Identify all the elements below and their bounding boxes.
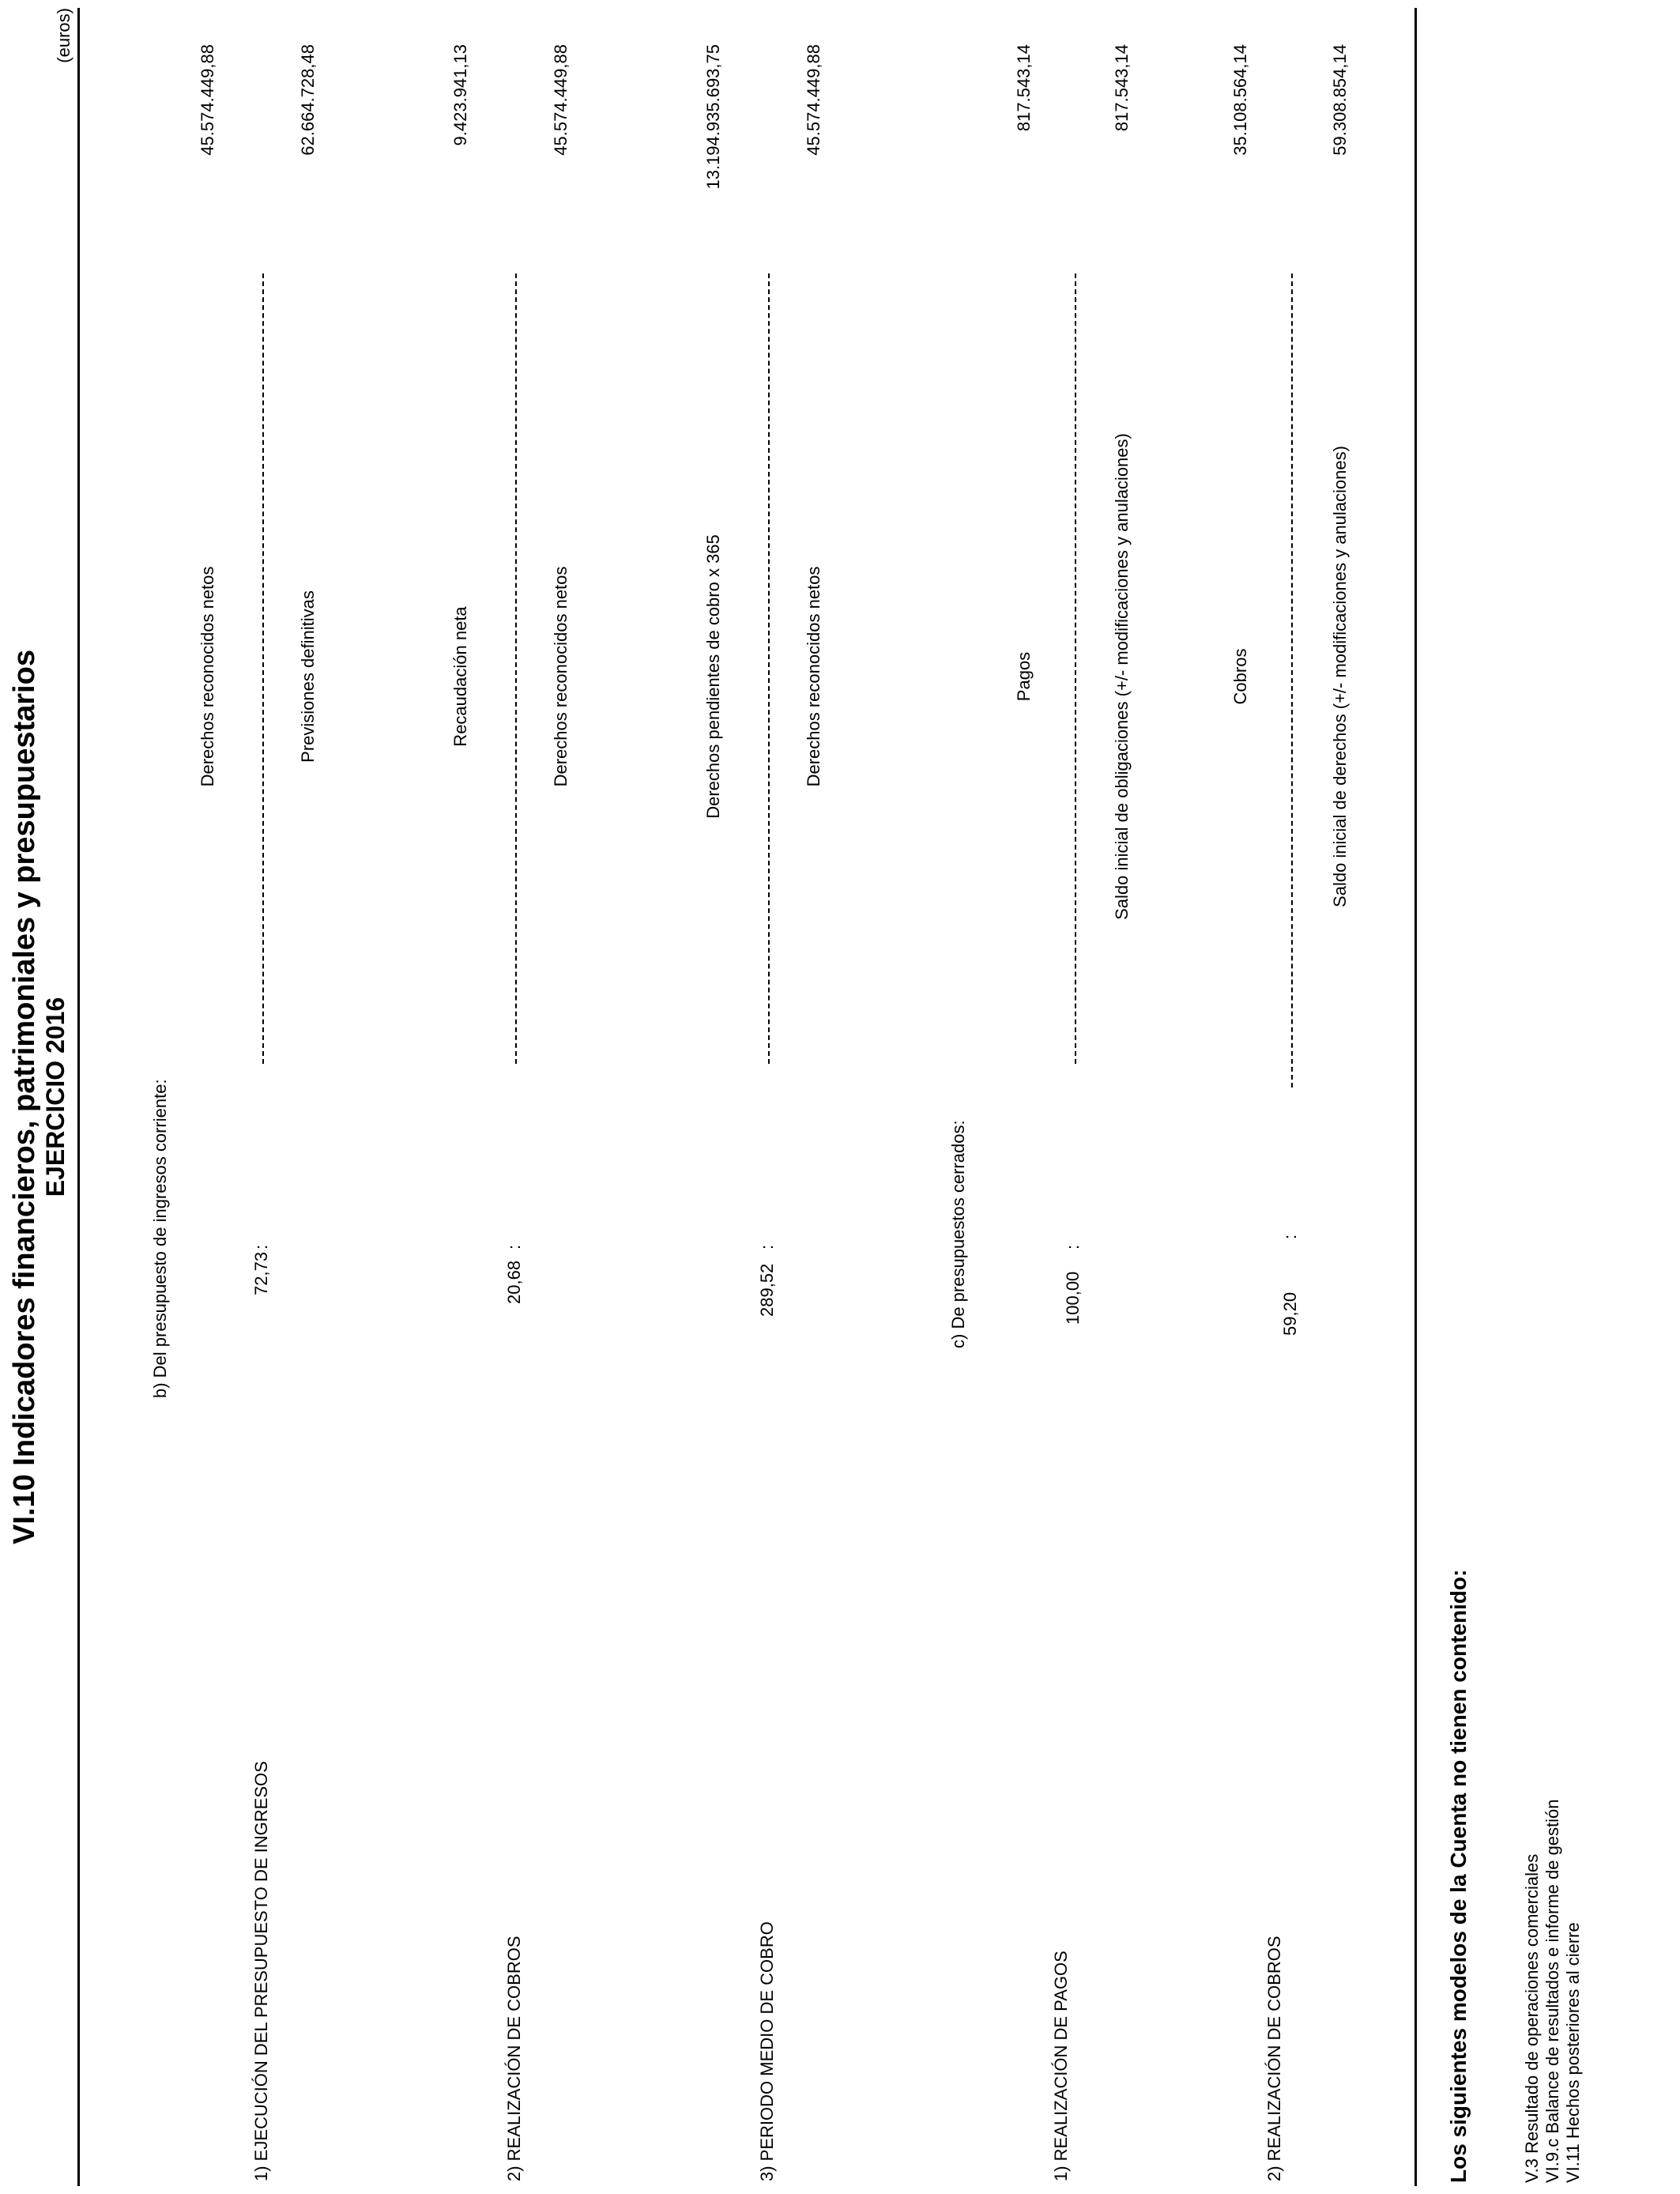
indicator-label: 3) PERIODO MEDIO DE COBRO (757, 1921, 777, 2181)
fraction-line (1291, 273, 1293, 1088)
ratio-colon: : (1280, 1234, 1300, 1239)
ratio-colon: : (504, 1244, 524, 1250)
section-c-heading: c) De presupuestos cerrados: (948, 1120, 968, 1348)
numerator-label: Derechos reconocidos netos (198, 566, 217, 787)
top-rule (77, 8, 80, 2186)
denominator-value: 817.543,14 (1112, 44, 1132, 132)
denominator-value: 45.574.449,88 (804, 44, 823, 156)
indicator-ratio: 100,00 (1063, 1271, 1083, 1325)
unit-label: (euros) (54, 8, 73, 63)
ratio-colon: : (757, 1244, 777, 1250)
fraction-line (262, 273, 264, 1064)
denominator-value: 45.574.449,88 (551, 44, 571, 156)
numerator-value: 9.423.941,13 (450, 44, 470, 146)
section-b-heading: b) Del presupuesto de ingresos corriente: (150, 1079, 170, 1398)
page-title: VI.10 Indicadores financieros, patrimoniales y presupuestarios (8, 650, 41, 1544)
indicator-ratio: 289,52 (757, 1263, 777, 1317)
ratio-colon: : (1063, 1244, 1083, 1250)
denominator-label: Saldo inicial de obligaciones (+/- modificaciones y anulaciones) (1112, 433, 1132, 920)
indicator-label: 2) REALIZACIÓN DE COBROS (504, 1936, 524, 2181)
footer-line: VI.9.c Balance de resultados e informe de gestión (1543, 1799, 1562, 2183)
indicator-label: 2) REALIZACIÓN DE COBROS (1264, 1936, 1284, 2181)
numerator-value: 817.543,14 (1014, 44, 1034, 132)
fraction-line (515, 273, 517, 1064)
indicator-label: 1) EJECUCIÓN DEL PRESUPUESTO DE INGRESOS (251, 1761, 271, 2181)
fraction-line (1075, 273, 1076, 1064)
numerator-label: Cobros (1230, 648, 1250, 705)
footer-line: V.3 Resultado de operaciones comerciales (1522, 1853, 1542, 2183)
numerator-value: 13.194.935.693,75 (703, 44, 723, 190)
denominator-label: Derechos reconocidos netos (551, 566, 571, 787)
denominator-value: 59.308.854,14 (1330, 44, 1350, 156)
page-subtitle: EJERCICIO 2016 (41, 997, 70, 1197)
indicator-ratio: 72,73 (251, 1251, 271, 1295)
numerator-label: Recaudación neta (450, 606, 470, 747)
numerator-value: 45.574.449,88 (198, 44, 217, 156)
fraction-line (768, 273, 770, 1064)
numerator-value: 35.108.564,14 (1230, 44, 1250, 156)
footer-heading: Los siguientes modelos de la Cuenta no tienen contenido: (1446, 1569, 1471, 2183)
indicator-label: 1) REALIZACIÓN DE PAGOS (1051, 1951, 1071, 2181)
denominator-label: Saldo inicial de derechos (+/- modificaciones y anulaciones) (1330, 446, 1350, 907)
bottom-rule (1414, 8, 1417, 2186)
numerator-label: Pagos (1014, 651, 1034, 702)
indicator-ratio: 20,68 (504, 1260, 524, 1304)
indicator-ratio: 59,20 (1280, 1291, 1300, 1336)
ratio-colon: : (251, 1244, 271, 1250)
denominator-label: Derechos reconocidos netos (804, 566, 823, 787)
denominator-label: Previsiones definitivas (298, 590, 318, 763)
footer-line: VI.11 Hechos posteriores al cierre (1563, 1922, 1583, 2183)
numerator-label: Derechos pendientes de cobro x 365 (703, 534, 723, 819)
denominator-value: 62.664.728,48 (298, 44, 318, 156)
